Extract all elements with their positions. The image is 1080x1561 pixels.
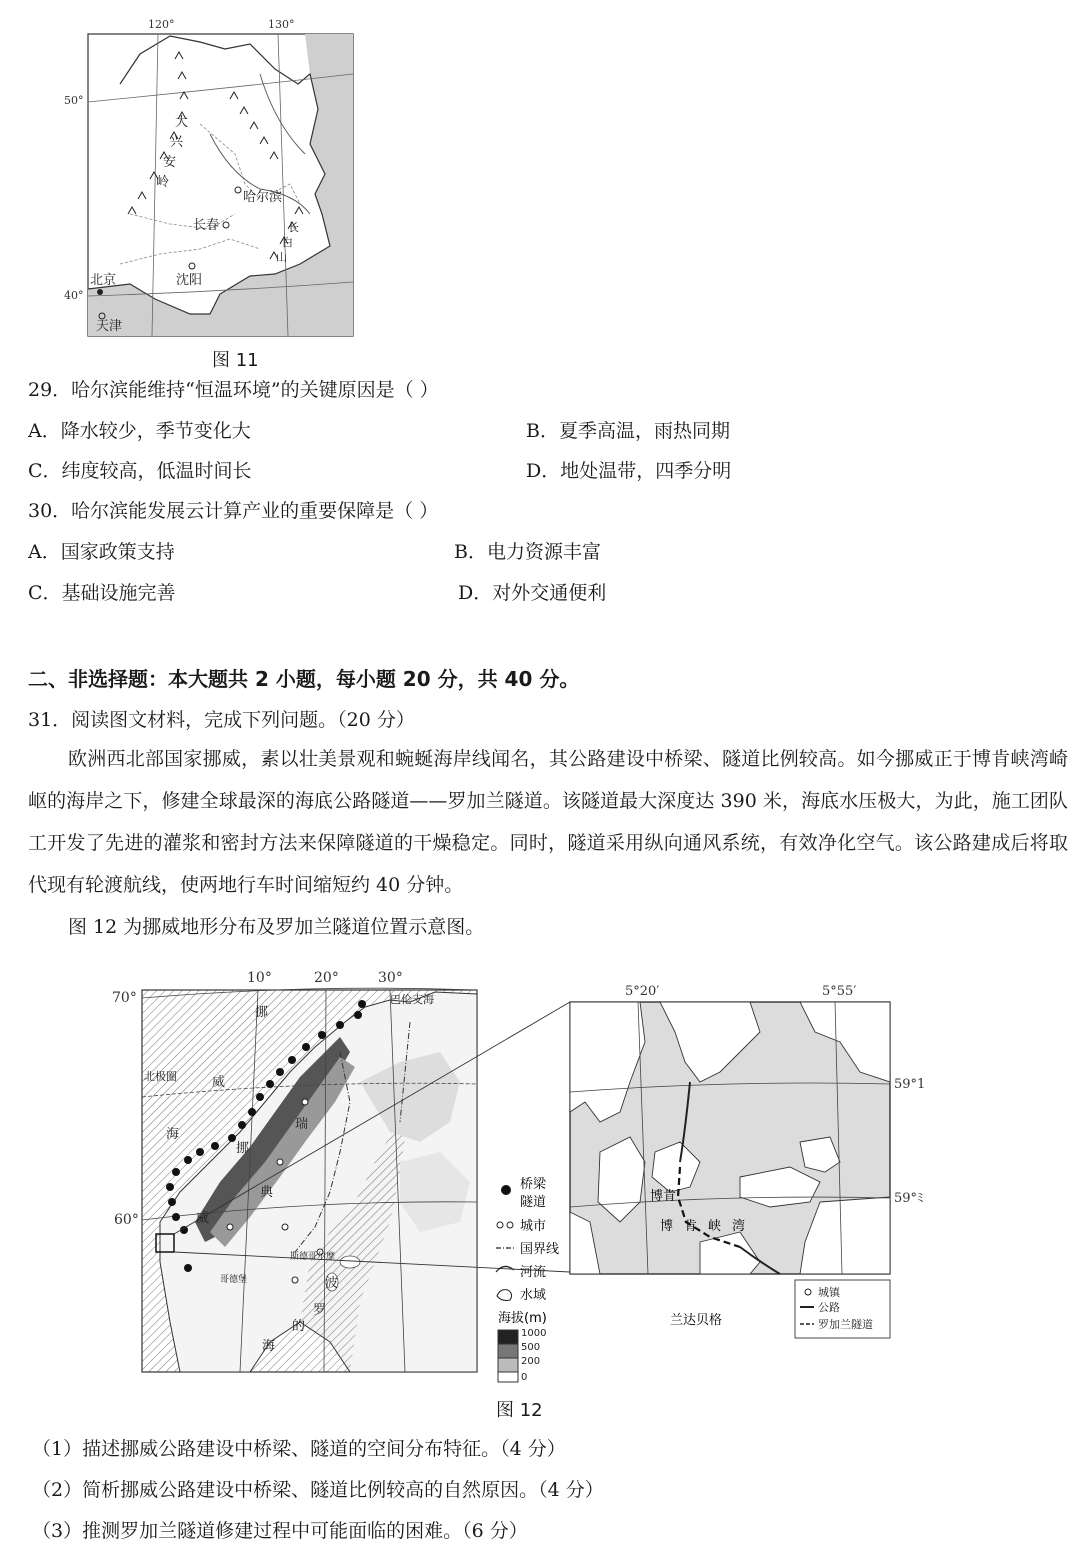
section-2-title: 二、非选择题：本大题共 2 小题，每小题 20 分，共 40 分。 bbox=[28, 667, 580, 691]
lon-label-130: 130° bbox=[268, 18, 295, 31]
inset-legend-road: 公路 bbox=[818, 1301, 840, 1314]
lat-label-40: 40° bbox=[64, 289, 84, 302]
figure-12-map bbox=[100, 962, 1020, 1392]
lon-label-30: 30° bbox=[378, 970, 403, 986]
tianjin-label: 天津 bbox=[96, 319, 123, 334]
q29-option-d: D．地处温带，四季分明 bbox=[526, 460, 732, 482]
barents-sea-label: 巴伦支海 bbox=[390, 993, 434, 1006]
baltic-label-4: 海 bbox=[262, 1339, 276, 1354]
lon-label-20: 20° bbox=[314, 970, 339, 986]
changbai-label-2: 白 bbox=[282, 236, 293, 249]
lat-label-60: 60° bbox=[114, 1212, 139, 1228]
shenyang-label: 沈阳 bbox=[176, 273, 203, 288]
arctic-circle-label: 北极圈 bbox=[144, 1070, 177, 1083]
randaberg-label: 兰达贝格 bbox=[670, 1313, 723, 1328]
q29-option-a: A．降水较少，季节变化大 bbox=[28, 420, 251, 442]
mountain-label-3: 安 bbox=[163, 155, 177, 170]
norway-sea-label-3: 海 bbox=[166, 1127, 180, 1142]
boken-label: 博肯 bbox=[650, 1189, 677, 1204]
figure-11-caption: 图 11 bbox=[212, 350, 259, 371]
legend-water: 水域 bbox=[520, 1288, 547, 1303]
mountain-label-2: 兴 bbox=[170, 135, 184, 150]
baltic-label-3: 的 bbox=[292, 1319, 306, 1334]
legend-tunnel: 隧道 bbox=[520, 1195, 547, 1210]
mountain-label-4: 岭 bbox=[156, 175, 170, 190]
fjord-label-4: 湾 bbox=[732, 1219, 746, 1234]
baltic-label-2: 罗 bbox=[313, 1303, 327, 1318]
legend-bridge: 桥梁 bbox=[520, 1177, 547, 1192]
legend-border: 国界线 bbox=[520, 1242, 560, 1257]
inset-lat-label-1: 59°1 bbox=[894, 1077, 926, 1092]
harbin-label: 哈尔滨 bbox=[243, 190, 283, 205]
q31-sub-2: （2）简析挪威公路建设中桥梁、隧道比例较高的自然原因。（4 分） bbox=[32, 1479, 604, 1501]
legend-elev-0: 0 bbox=[521, 1372, 528, 1383]
norway-label-2: 威 bbox=[196, 1211, 210, 1226]
beijing-label: 北京 bbox=[90, 273, 117, 288]
inset-lon-label-2: 5°55′ bbox=[822, 984, 857, 999]
changbai-label-1: 长 bbox=[288, 221, 299, 234]
changchun-label: 长春 bbox=[193, 218, 220, 233]
lat-label-70: 70° bbox=[112, 990, 137, 1006]
figure-12-legend bbox=[496, 1176, 559, 1383]
q31-stem: 31．阅读图文材料，完成下列问题。（20 分） bbox=[28, 709, 415, 731]
q30-stem: 30．哈尔滨能发展云计算产业的重要保障是（ ） bbox=[28, 500, 439, 522]
figure-11-map bbox=[60, 14, 360, 344]
inset-lat-label-2: 59°ﾐ bbox=[894, 1191, 924, 1206]
q31-sub-3: （3）推测罗加兰隧道修建过程中可能面临的困难。（6 分） bbox=[32, 1520, 528, 1542]
lon-label-10: 10° bbox=[247, 970, 272, 986]
sweden-label-2: 典 bbox=[260, 1185, 274, 1200]
changbai-label-3: 山 bbox=[276, 251, 287, 264]
q31-paragraph-2: 图 12 为挪威地形分布及罗加兰隧道位置示意图。 bbox=[68, 916, 485, 938]
legend-elev-1000: 1000 bbox=[521, 1328, 547, 1339]
beijing-marker bbox=[97, 289, 103, 295]
q30-option-d: D．对外交通便利 bbox=[458, 582, 607, 604]
q29-option-b: B．夏季高温，雨热同期 bbox=[526, 420, 730, 442]
q29-option-c: C．纬度较高，低温时间长 bbox=[28, 460, 252, 482]
sweden-label-1: 瑞 bbox=[295, 1117, 309, 1132]
q31-paragraph-1: 欧洲西北部国家挪威，素以壮美景观和蜿蜒海岸线闻名，其公路建设中桥梁、隧道比例较高。如今挪威正于博肯峡湾崎岖的海岸之下，修建全球最深的海底公路隧道——罗加兰隧道。该隧道最大深度达 390 米，海底水压极大，为此，施工团队工开发了先进的灌浆和密封方法来保障隧道的干燥稳定。同时，隧道采用纵向通风系统，有效净化空气。该公路建成后将取代现有轮渡航线，使两地行车时间缩短约 40 分钟。 bbox=[28, 748, 1068, 896]
figure-11-svg bbox=[60, 14, 360, 344]
legend-city: 城市 bbox=[520, 1219, 547, 1234]
norway-sea-label-1: 挪 bbox=[255, 1005, 269, 1020]
fjord-label-2: 肯 bbox=[684, 1219, 698, 1234]
norway-sea-label-2: 威 bbox=[212, 1075, 226, 1090]
legend-elev-500: 500 bbox=[521, 1342, 541, 1353]
norway-label-1: 挪 bbox=[236, 1141, 250, 1156]
stockholm-label: 斯德哥尔摩 bbox=[290, 1252, 336, 1262]
gothenburg-label: 哥德堡 bbox=[220, 1275, 248, 1285]
q29-stem: 29．哈尔滨能维持“恒温环境”的关键原因是（ ） bbox=[28, 379, 439, 401]
fjord-label-3: 峡 bbox=[708, 1219, 722, 1234]
q30-option-a: A．国家政策支持 bbox=[28, 541, 175, 563]
figure-12-caption: 图 12 bbox=[496, 1400, 543, 1421]
legend-river: 河流 bbox=[520, 1265, 547, 1280]
inset-lon-label-1: 5°20′ bbox=[625, 984, 660, 999]
q31-material bbox=[28, 738, 1068, 948]
baltic-label-1: 波 bbox=[325, 1276, 339, 1291]
legend-elev-200: 200 bbox=[521, 1356, 541, 1367]
q30-option-b: B．电力资源丰富 bbox=[454, 541, 601, 563]
inset-legend-town: 城镇 bbox=[818, 1286, 840, 1299]
inset-legend-tunnel: 罗加兰隧道 bbox=[818, 1318, 873, 1331]
fjord-label-1: 博 bbox=[660, 1219, 674, 1234]
lat-label-50: 50° bbox=[64, 94, 84, 107]
q31-sub-1: （1）描述挪威公路建设中桥梁、隧道的空间分布特征。（4 分） bbox=[32, 1438, 566, 1460]
q30-option-c: C．基础设施完善 bbox=[28, 582, 176, 604]
legend-elevation-title: 海拔(m) bbox=[498, 1311, 547, 1326]
mountain-label-1: 大 bbox=[175, 115, 189, 130]
figure-12-svg bbox=[100, 962, 1020, 1392]
lon-label-120: 120° bbox=[148, 18, 175, 31]
